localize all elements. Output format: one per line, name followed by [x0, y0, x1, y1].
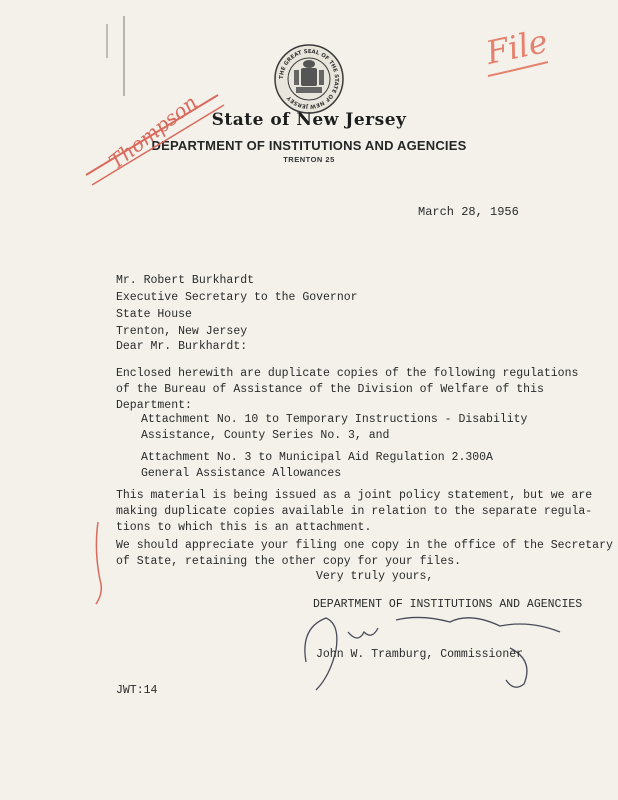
salutation: Dear Mr. Burkhardt:	[116, 340, 248, 353]
department-city: TRENTON 25	[283, 155, 335, 164]
paragraph-line: making duplicate copies available in relation to the separate regula-	[116, 505, 593, 518]
department-signature: DEPARTMENT OF INSTITUTIONS AND AGENCIES	[313, 598, 583, 611]
seal-text: THE GREAT SEAL OF THE STATE OF NEW JERSEY	[278, 48, 340, 110]
signer-name: John W. Tramburg, Commissioner	[316, 648, 524, 661]
recipient-address	[116, 272, 358, 340]
thompson-stamp: Thompson	[104, 90, 202, 174]
paragraph-line: Enclosed herewith are duplicate copies of the following regulations	[116, 367, 579, 380]
paragraph-line: Department:	[116, 399, 192, 412]
address-line: Trenton, New Jersey	[116, 325, 248, 338]
closing: Very truly yours,	[316, 570, 434, 583]
paragraph-enclosed	[116, 366, 578, 414]
paragraph-line: Assistance, County Series No. 3, and	[141, 429, 390, 442]
paragraph-line: Attachment No. 3 to Municipal Aid Regulation 2.300A	[141, 451, 493, 464]
state-title: State of New Jersey	[211, 110, 407, 130]
reference-initials: JWT:14	[116, 684, 158, 697]
file-annotation: File	[482, 22, 551, 72]
attachment-item-1	[141, 412, 527, 444]
address-line: Executive Secretary to the Governor	[116, 291, 358, 304]
paragraph-line: of State, retaining the other copy for your files.	[116, 555, 462, 568]
paragraph-filing	[116, 538, 613, 570]
address-line: State House	[116, 308, 192, 321]
state-seal-icon	[274, 44, 344, 114]
paragraph-line: General Assistance Allowances	[141, 467, 342, 480]
attachment-item-2	[141, 450, 493, 482]
paragraph-line: This material is being issued as a joint policy statement, but we are	[116, 489, 593, 502]
paragraph-line: tions to which this is an attachment.	[116, 521, 372, 534]
paragraph-joint-policy	[116, 488, 592, 536]
paragraph-line: Attachment No. 10 to Temporary Instructions - Disability	[141, 413, 528, 426]
paragraph-line: of the Bureau of Assistance of the Division of Welfare of this	[116, 383, 544, 396]
address-line: Mr. Robert Burkhardt	[116, 274, 255, 287]
paragraph-line: We should appreciate your filing one copy in the office of the Secretary	[116, 539, 613, 552]
department-name: DEPARTMENT OF INSTITUTIONS AND AGENCIES	[151, 138, 467, 153]
letter-date: March 28, 1956	[418, 205, 519, 219]
